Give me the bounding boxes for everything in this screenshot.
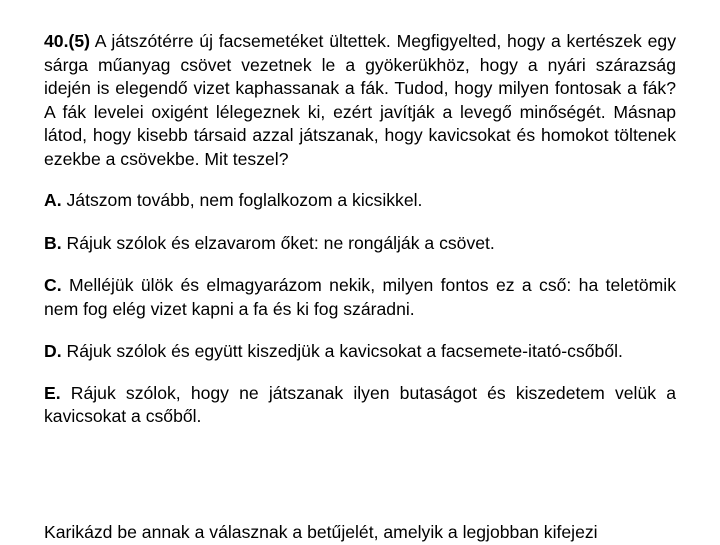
question-block — [44, 30, 676, 429]
instruction-text: Karikázd be annak a válasznak a betűjelét, amelyik a legjobban kifejezi — [44, 522, 598, 542]
answer-option-b[interactable] — [44, 232, 676, 256]
answer-option-a[interactable] — [44, 189, 676, 213]
question-paragraph — [44, 30, 676, 171]
option-text-e: Rájuk szólok, hogy ne játszanak ilyen butaságot és kiszedetem velük a kavicsokat a csőből. — [44, 382, 676, 426]
option-text-b: Rájuk szólok és elzavarom őket: ne rongálják a csövet. — [66, 232, 495, 253]
option-text-a: Játszom tovább, nem foglalkozom a kicsikkel. — [66, 190, 423, 210]
option-text-d: Rájuk szólok és együtt kiszedjük a kavicsokat a facsemete-itató-csőből. — [66, 341, 623, 361]
answer-option-e[interactable] — [44, 382, 676, 429]
answer-option-d[interactable] — [44, 340, 676, 364]
answer-option-c[interactable] — [44, 274, 676, 321]
option-letter-a: A. — [44, 190, 62, 210]
option-letter-e: E. — [44, 382, 61, 403]
option-text-c: Melléjük ülök és elmagyarázom nekik, milyen fontos ez a cső: ha teletömik nem fog elég vizet kapni a fa és ki fog száradni. — [44, 275, 676, 319]
question-text: A játszótérre új facsemetéket ültettek. Megfigyelted, hogy a kertészek egy sárga műanyag csövet vezetnek le a gyökerükhöz, hogy a nyári szárazság idején is elegendő vizet kaphassanak a fák. Tudod, hogy milyen fontosak a fák? A fák levelei oxigént lélegeznek ki, ezért javítják a levegő minőségét. Másnap látod, hogy kisebb társaid azzal játszanak, hogy kavicsokat és homokot töltenek ezekbe a csövekbe. Mit teszel? — [44, 31, 676, 169]
question-number: 40.(5) — [44, 31, 90, 51]
option-letter-c: C. — [44, 275, 62, 295]
option-letter-d: D. — [44, 341, 62, 361]
option-letter-b: B. — [44, 232, 62, 253]
